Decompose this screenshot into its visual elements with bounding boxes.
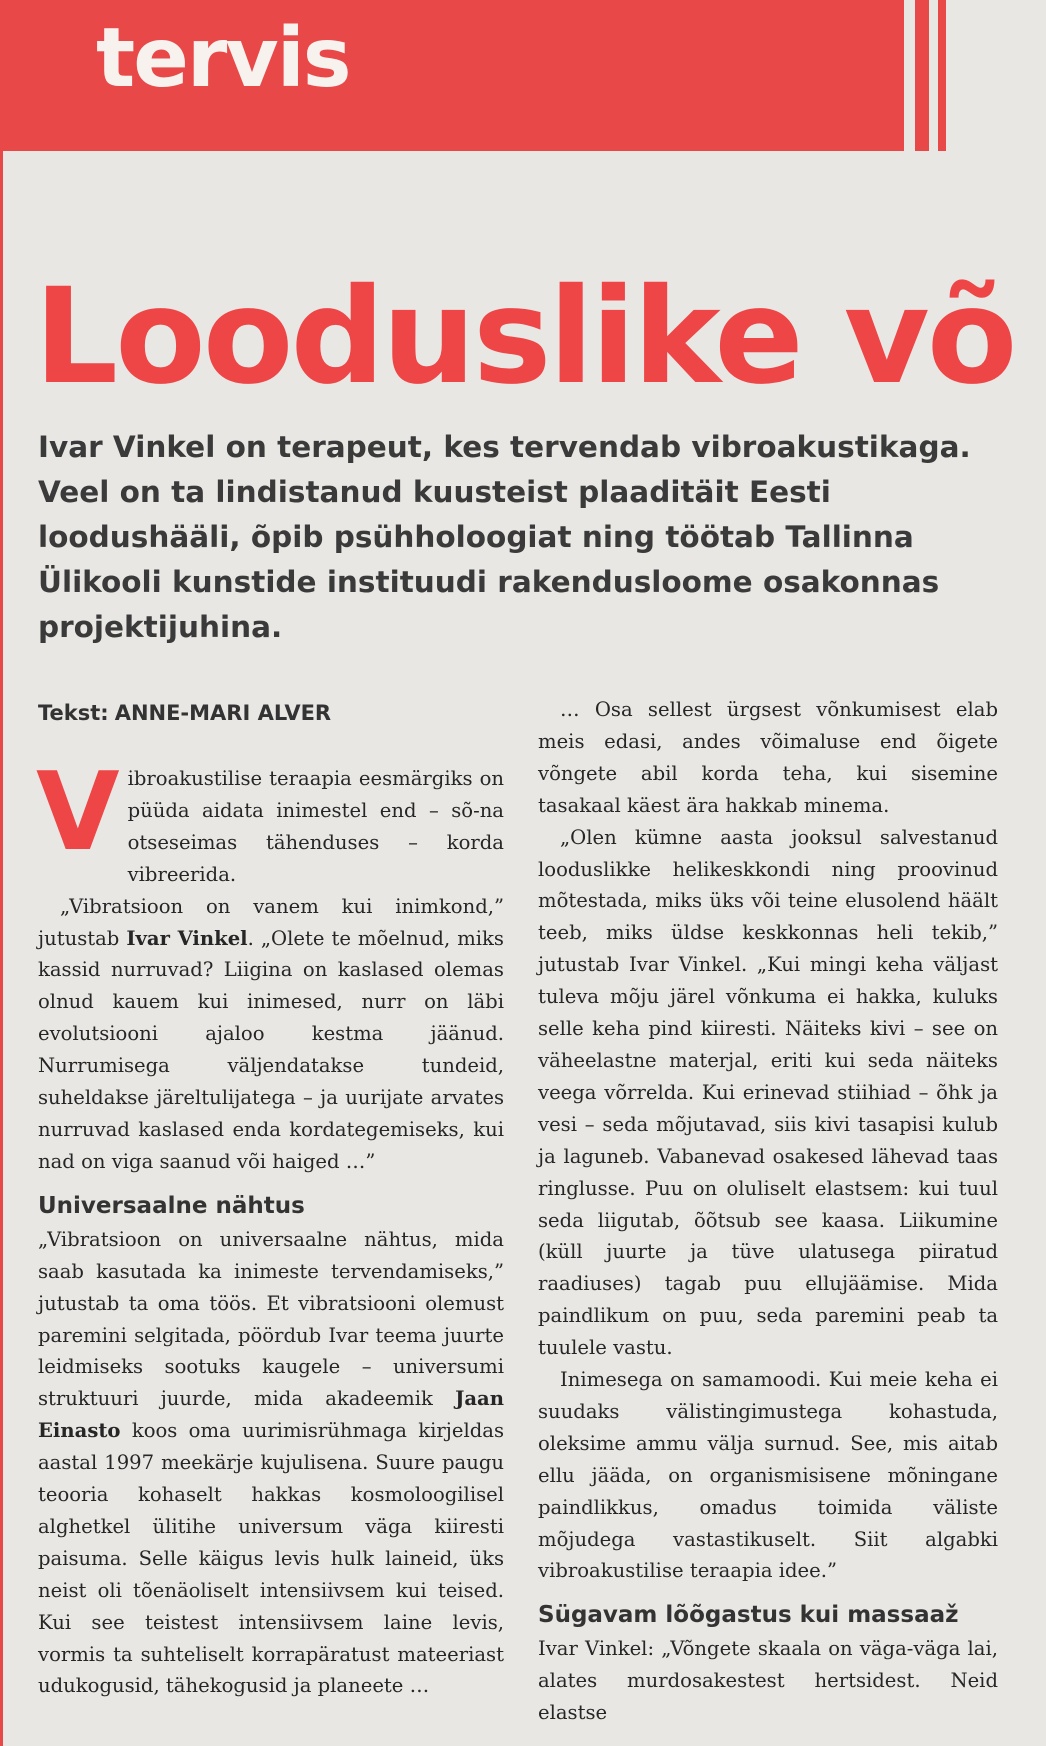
section-title: tervis <box>96 11 350 106</box>
byline-author: ANNE-MARI ALVER <box>114 701 332 725</box>
byline-label: Tekst: <box>38 701 109 725</box>
body-text: . „Olete te mõelnud, miks kassid nurruvad? Liigina on kaslased olemas olnud kauem kui inimesed, nurr on läbi evolutsiooni ajaloo kestma jäänud. Nurrumisega väljendatakse tundeid, suheldakse järeltulijatega – ja uurijate arvates nurruvad kaslased enda kordategemiseks, kui nad on viga saanud või haiged …” <box>38 926 504 1173</box>
article-lead: Ivar Vinkel on terapeut, kes tervendab vibroakustikaga. Veel on ta lindistanud kuusteist plaaditäit Eesti loodushääli, õpib psühholoogiat ning töötab Tallinna Ülikooli kunstide instituudi rakendusloome osakonnas projektijuhina. <box>38 430 971 644</box>
left-margin-rule <box>0 0 3 1746</box>
body-paragraph: Inimesega on samamoodi. Kui meie keha ei suudaks välistingimustega kohastuda, oleksime ammu välja surnud. See, mis aitab ellu jääda, on organismisisene mõningane paindlikkus, omadus toimida väliste mõjudega vastastikuselt. Siit algabki vibroakustilise teraapia idee.” <box>538 1368 998 1583</box>
body-paragraph <box>38 891 504 1178</box>
intro-text: ibroakustilise teraapia eesmärgiks on püüda aidata inimestel end – sõ-na otseseimas tähenduses – korda vibreerida. <box>127 767 504 886</box>
body-paragraph: Ivar Vinkel: „Võngete skaala on väga-väga lai, alates murdosakestest hertsidest. Neid elastse <box>538 1637 998 1725</box>
body-paragraph: … Osa sellest ürgsest võnkumisest elab meis edasi, andes võimaluse end õigete võngete abil korda teha, kui sisemine tasakaal käest ära hakkab minema. <box>538 698 998 817</box>
subheading: Sügavam lõõgastus kui massaaž <box>538 1602 959 1629</box>
section-banner <box>0 0 904 151</box>
article-column-2 <box>538 694 998 1729</box>
drop-cap: V <box>36 750 120 875</box>
intro-paragraph <box>36 750 504 891</box>
byline <box>38 698 331 728</box>
body-paragraph: „Olen kümne aasta jooksul salvestanud looduslikke helikeskkondi ning proovinud mõtestada, miks üks või teine elusolend häält teeb, miks üldse keskkonnas heli tekib,” jutustab Ivar Vinkel. „Kui mingi keha väljast tuleva mõju järel võnkuma ei hakka, kuluks selle keha pind kiiresti. Näiteks kivi – see on väheelastne materjal, eriti kui seda näiteks veega võrrelda. Kui erinevad stiihiad – õhk ja vesi – seda mõjutavad, siis kivi tasapisi kulub ja laguneb. Vabanevad osakesed lähevad taas ringlusse. Puu on oluliselt elastsem: kui tuul seda liigutab, õõtsub see kaasa. Liikumine (küll juurte ja tüve ulatusega piiratud raadiuses) tagab puu ellujäämise. Mida paindlikum on puu, seda paremini peab ta tuulele vastu. <box>538 825 998 1360</box>
body-text: koos oma uurimisrühmaga kirjeldas aastal 1997 meekärje kujulisena. Suure paugu teooria kohaselt hakkas kosmoloogilisel alghetkel ülitihe universum väga kiiresti paisuma. Selle käigus levis hulk laineid, üks neist oli tõenäoliselt intensiivsem kui teised. Kui see teistest intensiivsem laine levis, vormis ta suhteliselt korrapäratust mateeriast udukogusid, tähekogusid ja planeete … <box>38 1419 504 1698</box>
article-headline: Looduslike võ <box>34 262 1015 412</box>
banner-stripe <box>915 0 929 151</box>
body-text: „Vibratsioon on vanem kui inimkond,” jutustab <box>38 894 504 950</box>
person-name: Ivar Vinkel <box>126 926 248 950</box>
body-paragraph <box>38 1224 504 1703</box>
subheading: Universaalne nähtus <box>38 1192 305 1219</box>
banner-stripe <box>938 0 946 151</box>
body-text: „Vibratsioon on universaalne nähtus, mida saab kasutada ka inimeste tervendamiseks,” jutustab ta oma töös. Et vibratsiooni olemust paremini selgitada, pöördub Ivar teema juurte leidmiseks sootuks kaugele – universumi struktuuri juurde, mida akadeemik <box>38 1227 504 1411</box>
article-column-1 <box>36 750 504 1702</box>
person-name: Jaan Einasto <box>38 1387 504 1443</box>
